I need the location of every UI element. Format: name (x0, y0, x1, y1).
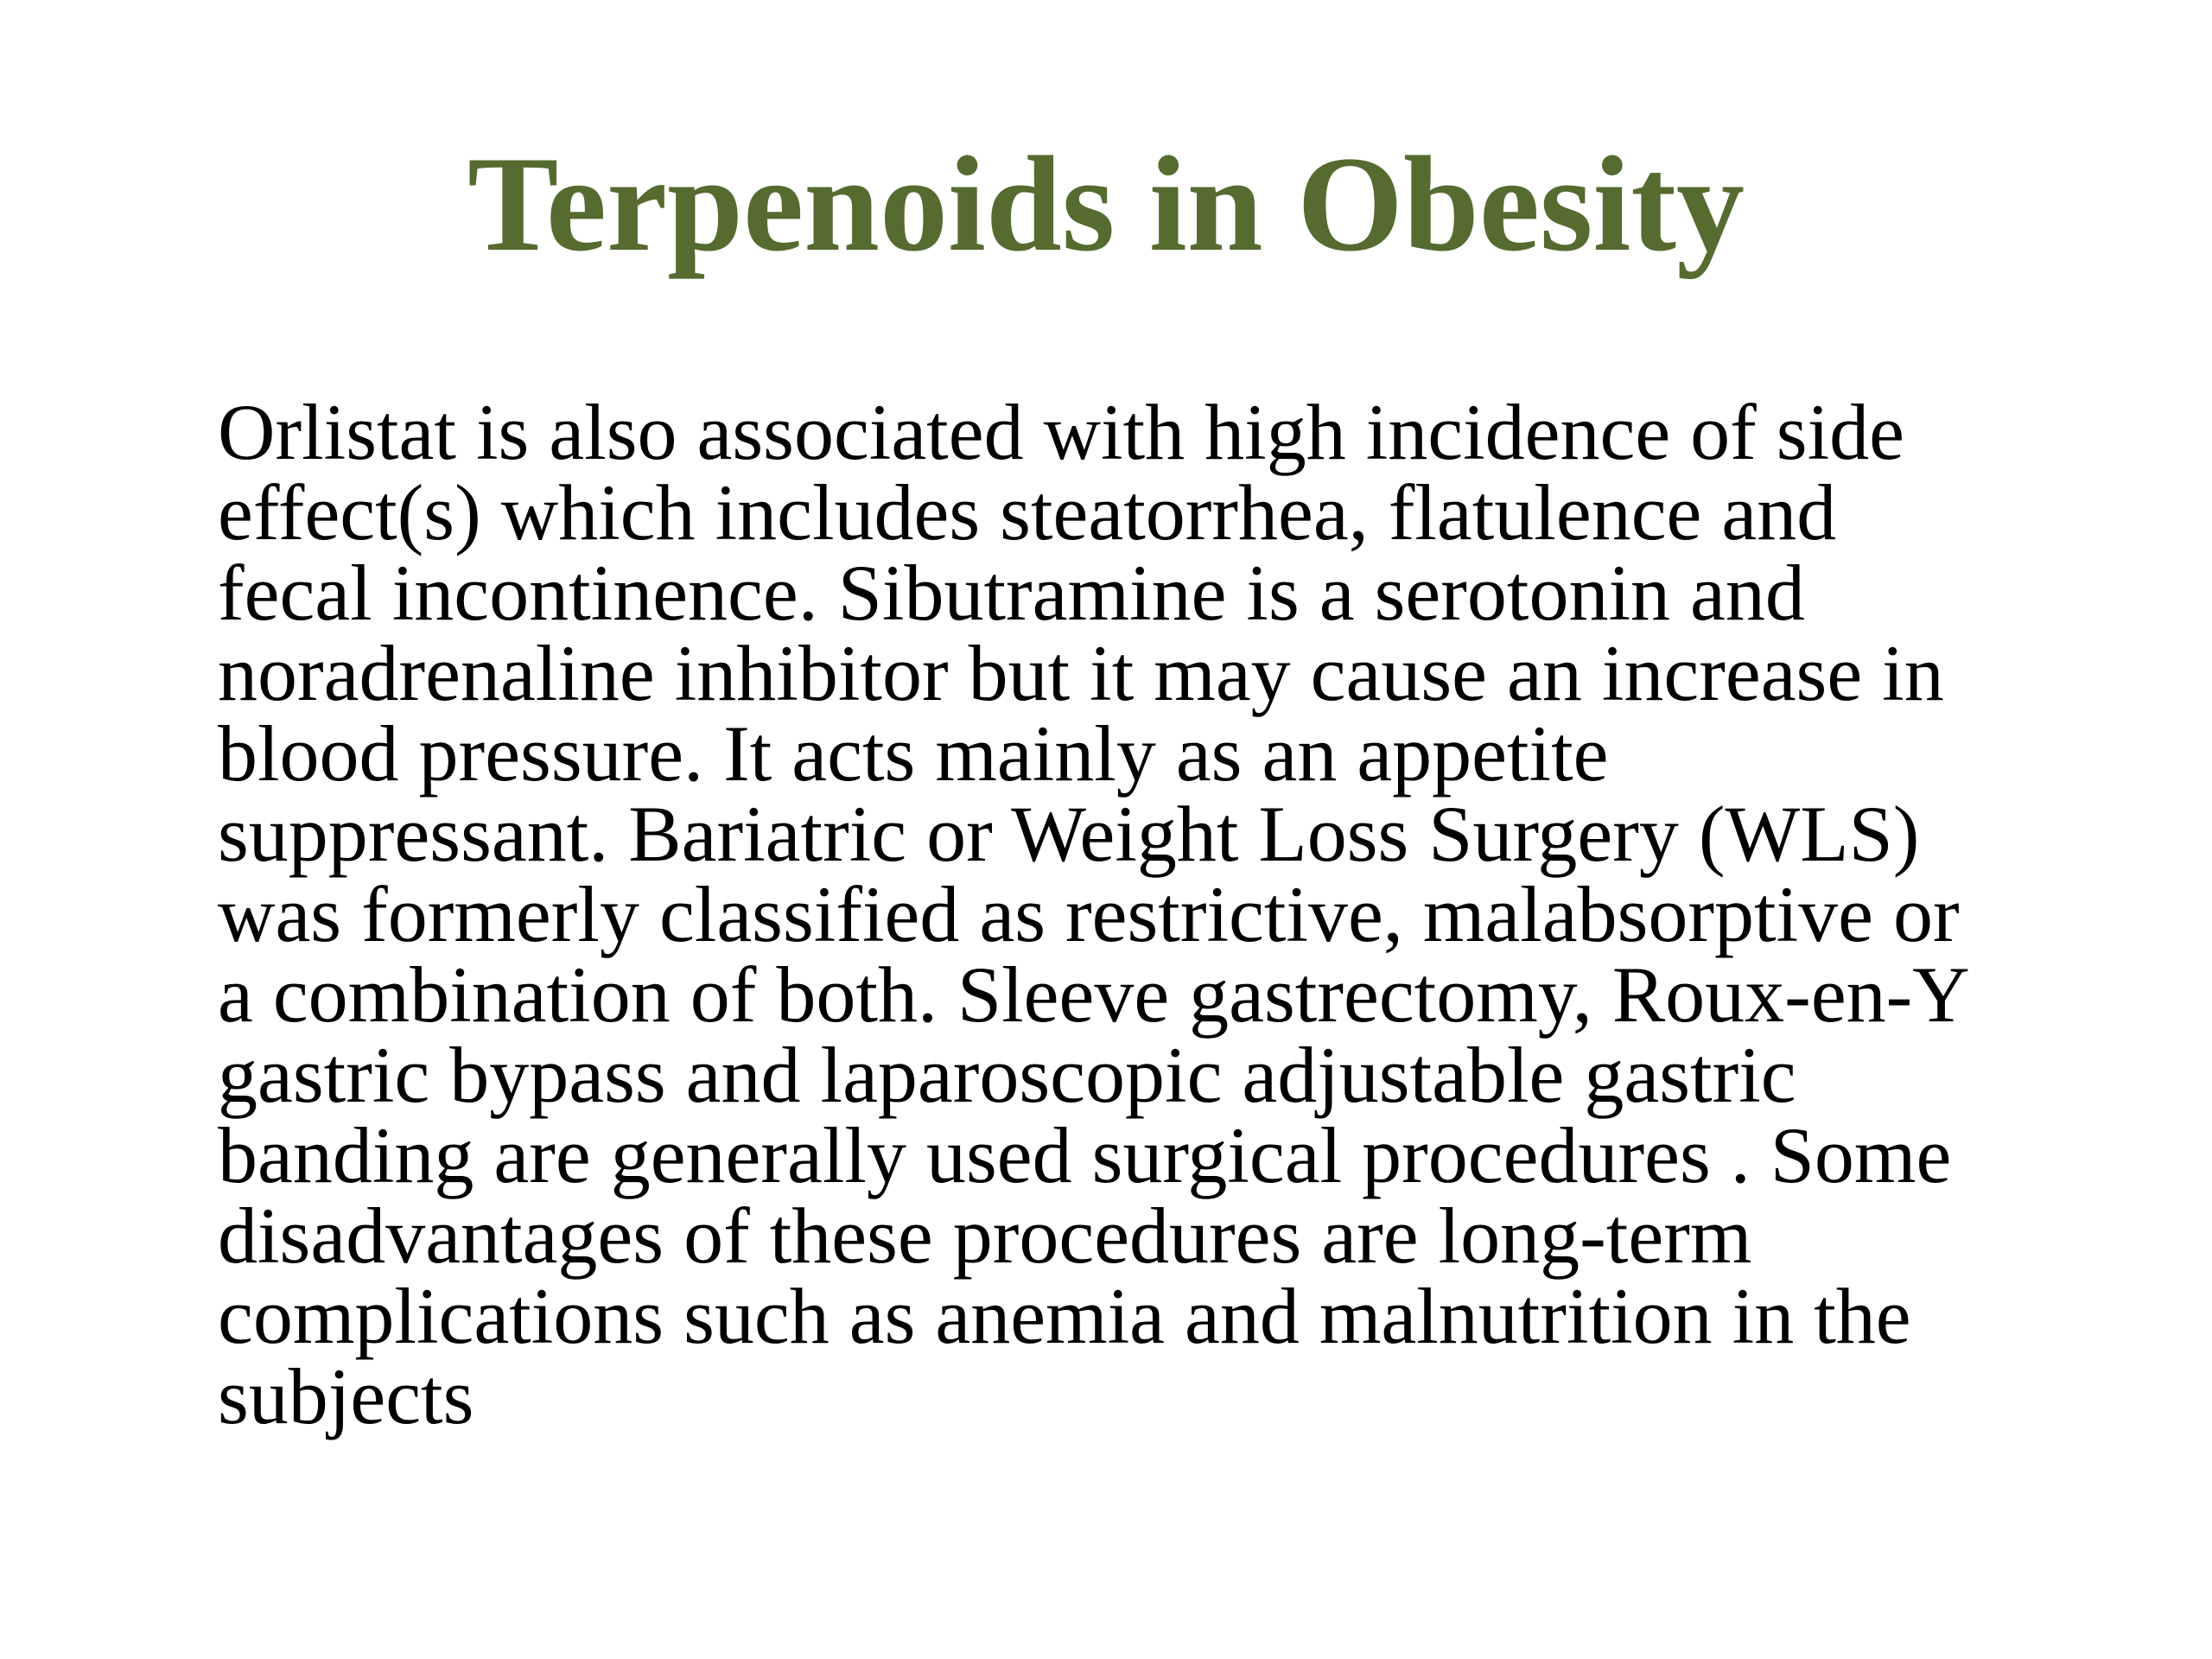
body-line: complications such as anemia and malnutrition in the (218, 1272, 1911, 1360)
body-line: Orlistat is also associated with high incidence of side (218, 388, 1904, 476)
body-line: subjects (218, 1352, 474, 1440)
body-line: gastric bypass and laparoscopic adjustable gastric (218, 1031, 1796, 1119)
body-line: banding are generally used surgical procedures . Some (218, 1111, 1952, 1199)
body-line: fecal incontinence. Sibutramine is a serotonin and (218, 549, 1805, 637)
body-line: effect(s) which includes steatorrhea, flatulence and (218, 468, 1837, 556)
body-line: blood pressure. It acts mainly as an appetite (218, 709, 1609, 798)
body-line: noradrenaline inhibitor but it may cause an increase in (218, 629, 1944, 717)
body-line: disadvantages of these procedures are long-term (218, 1192, 1752, 1280)
body-line: a combination of both. Sleeve gastrectomy, Roux-en-Y (218, 950, 1970, 1039)
body-line: was formerly classified as restrictive, malabsorptive or (218, 870, 1960, 958)
body-line: suppressant. Bariatric or Weight Loss Surgery (WLS) (218, 790, 1920, 878)
slide-title: Terpenoids in Obesity (467, 129, 1745, 280)
slide-body-text (218, 388, 2075, 1440)
